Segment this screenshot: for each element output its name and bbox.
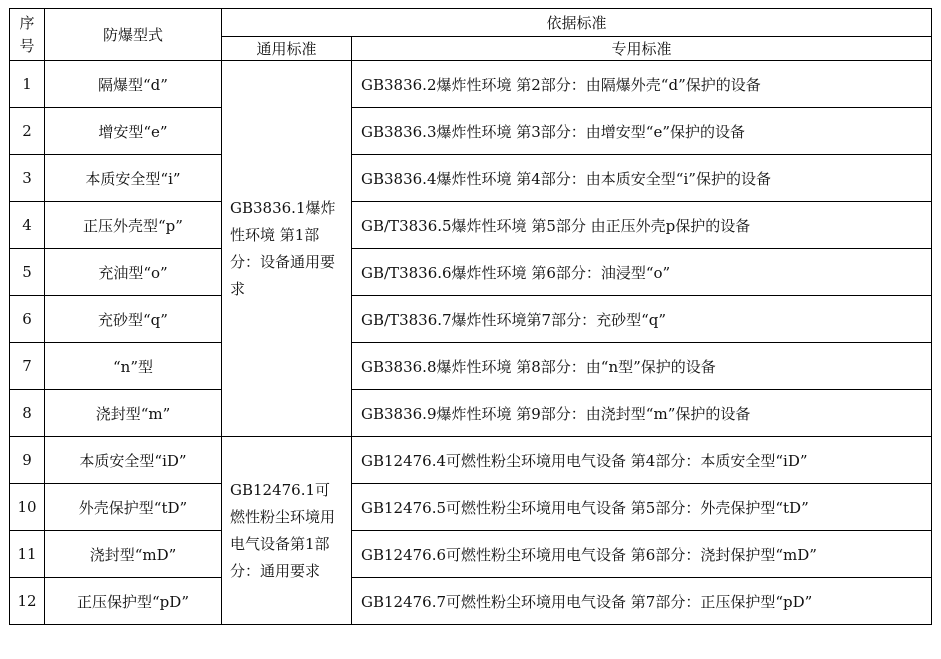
row-type: 本质安全型“iD” [45,437,222,484]
row-type: 正压外壳型“p” [45,202,222,249]
row-standard: GB3836.4爆炸性环境 第4部分：由本质安全型“i”保护的设备 [352,155,932,202]
row-standard: GB12476.4可燃性粉尘环境用电气设备 第4部分：本质安全型“iD” [352,437,932,484]
row-no: 1 [10,61,45,108]
table-row [10,155,932,202]
table-row [10,296,932,343]
row-type: 增安型“e” [45,108,222,155]
table-row [10,390,932,437]
row-no: 10 [10,484,45,531]
table-row [10,484,932,531]
row-standard: GB3836.2爆炸性环境 第2部分：由隔爆外壳“d”保护的设备 [352,61,932,108]
standards-table [9,8,932,625]
row-standard: GB12476.7可燃性粉尘环境用电气设备 第7部分：正压保护型“pD” [352,578,932,625]
row-no: 9 [10,437,45,484]
row-type: “n”型 [45,343,222,390]
row-standard: GB3836.8爆炸性环境 第8部分：由“n型”保护的设备 [352,343,932,390]
row-no: 2 [10,108,45,155]
header-type: 防爆型式 [45,9,222,61]
table-row [10,249,932,296]
header-special: 专用标准 [352,37,932,61]
row-type: 本质安全型“i” [45,155,222,202]
table-row [10,578,932,625]
row-type: 充砂型“q” [45,296,222,343]
row-type: 外壳保护型“tD” [45,484,222,531]
table-row [10,202,932,249]
row-type: 隔爆型“d” [45,61,222,108]
row-no: 12 [10,578,45,625]
header-seq: 序号 [10,9,45,61]
row-no: 7 [10,343,45,390]
row-type: 浇封型“mD” [45,531,222,578]
table-row [10,108,932,155]
row-standard: GB/T3836.6爆炸性环境 第6部分：油浸型“o” [352,249,932,296]
row-no: 3 [10,155,45,202]
row-no: 5 [10,249,45,296]
row-type: 充油型“o” [45,249,222,296]
row-standard: GB/T3836.5爆炸性环境 第5部分 由正压外壳p保护的设备 [352,202,932,249]
table-row [10,531,932,578]
row-no: 8 [10,390,45,437]
row-standard: GB3836.3爆炸性环境 第3部分：由增安型“e”保护的设备 [352,108,932,155]
header-basis: 依据标准 [222,9,932,37]
row-standard: GB12476.6可燃性粉尘环境用电气设备 第6部分：浇封保护型“mD” [352,531,932,578]
table-row [10,437,932,484]
general-standard-gb12476: GB12476.1可燃性粉尘环境用电气设备第1部分：通用要求 [222,437,352,625]
header-general: 通用标准 [222,37,352,61]
header-row-1 [10,9,932,37]
table-row [10,61,932,108]
row-standard: GB12476.5可燃性粉尘环境用电气设备 第5部分：外壳保护型“tD” [352,484,932,531]
row-standard: GB3836.9爆炸性环境 第9部分：由浇封型“m”保护的设备 [352,390,932,437]
table-row [10,343,932,390]
row-no: 4 [10,202,45,249]
general-standard-gb3836: GB3836.1爆炸性环境 第1部分：设备通用要求 [222,61,352,437]
row-type: 正压保护型“pD” [45,578,222,625]
row-no: 6 [10,296,45,343]
row-no: 11 [10,531,45,578]
row-standard: GB/T3836.7爆炸性环境第7部分：充砂型“q” [352,296,932,343]
row-type: 浇封型“m” [45,390,222,437]
